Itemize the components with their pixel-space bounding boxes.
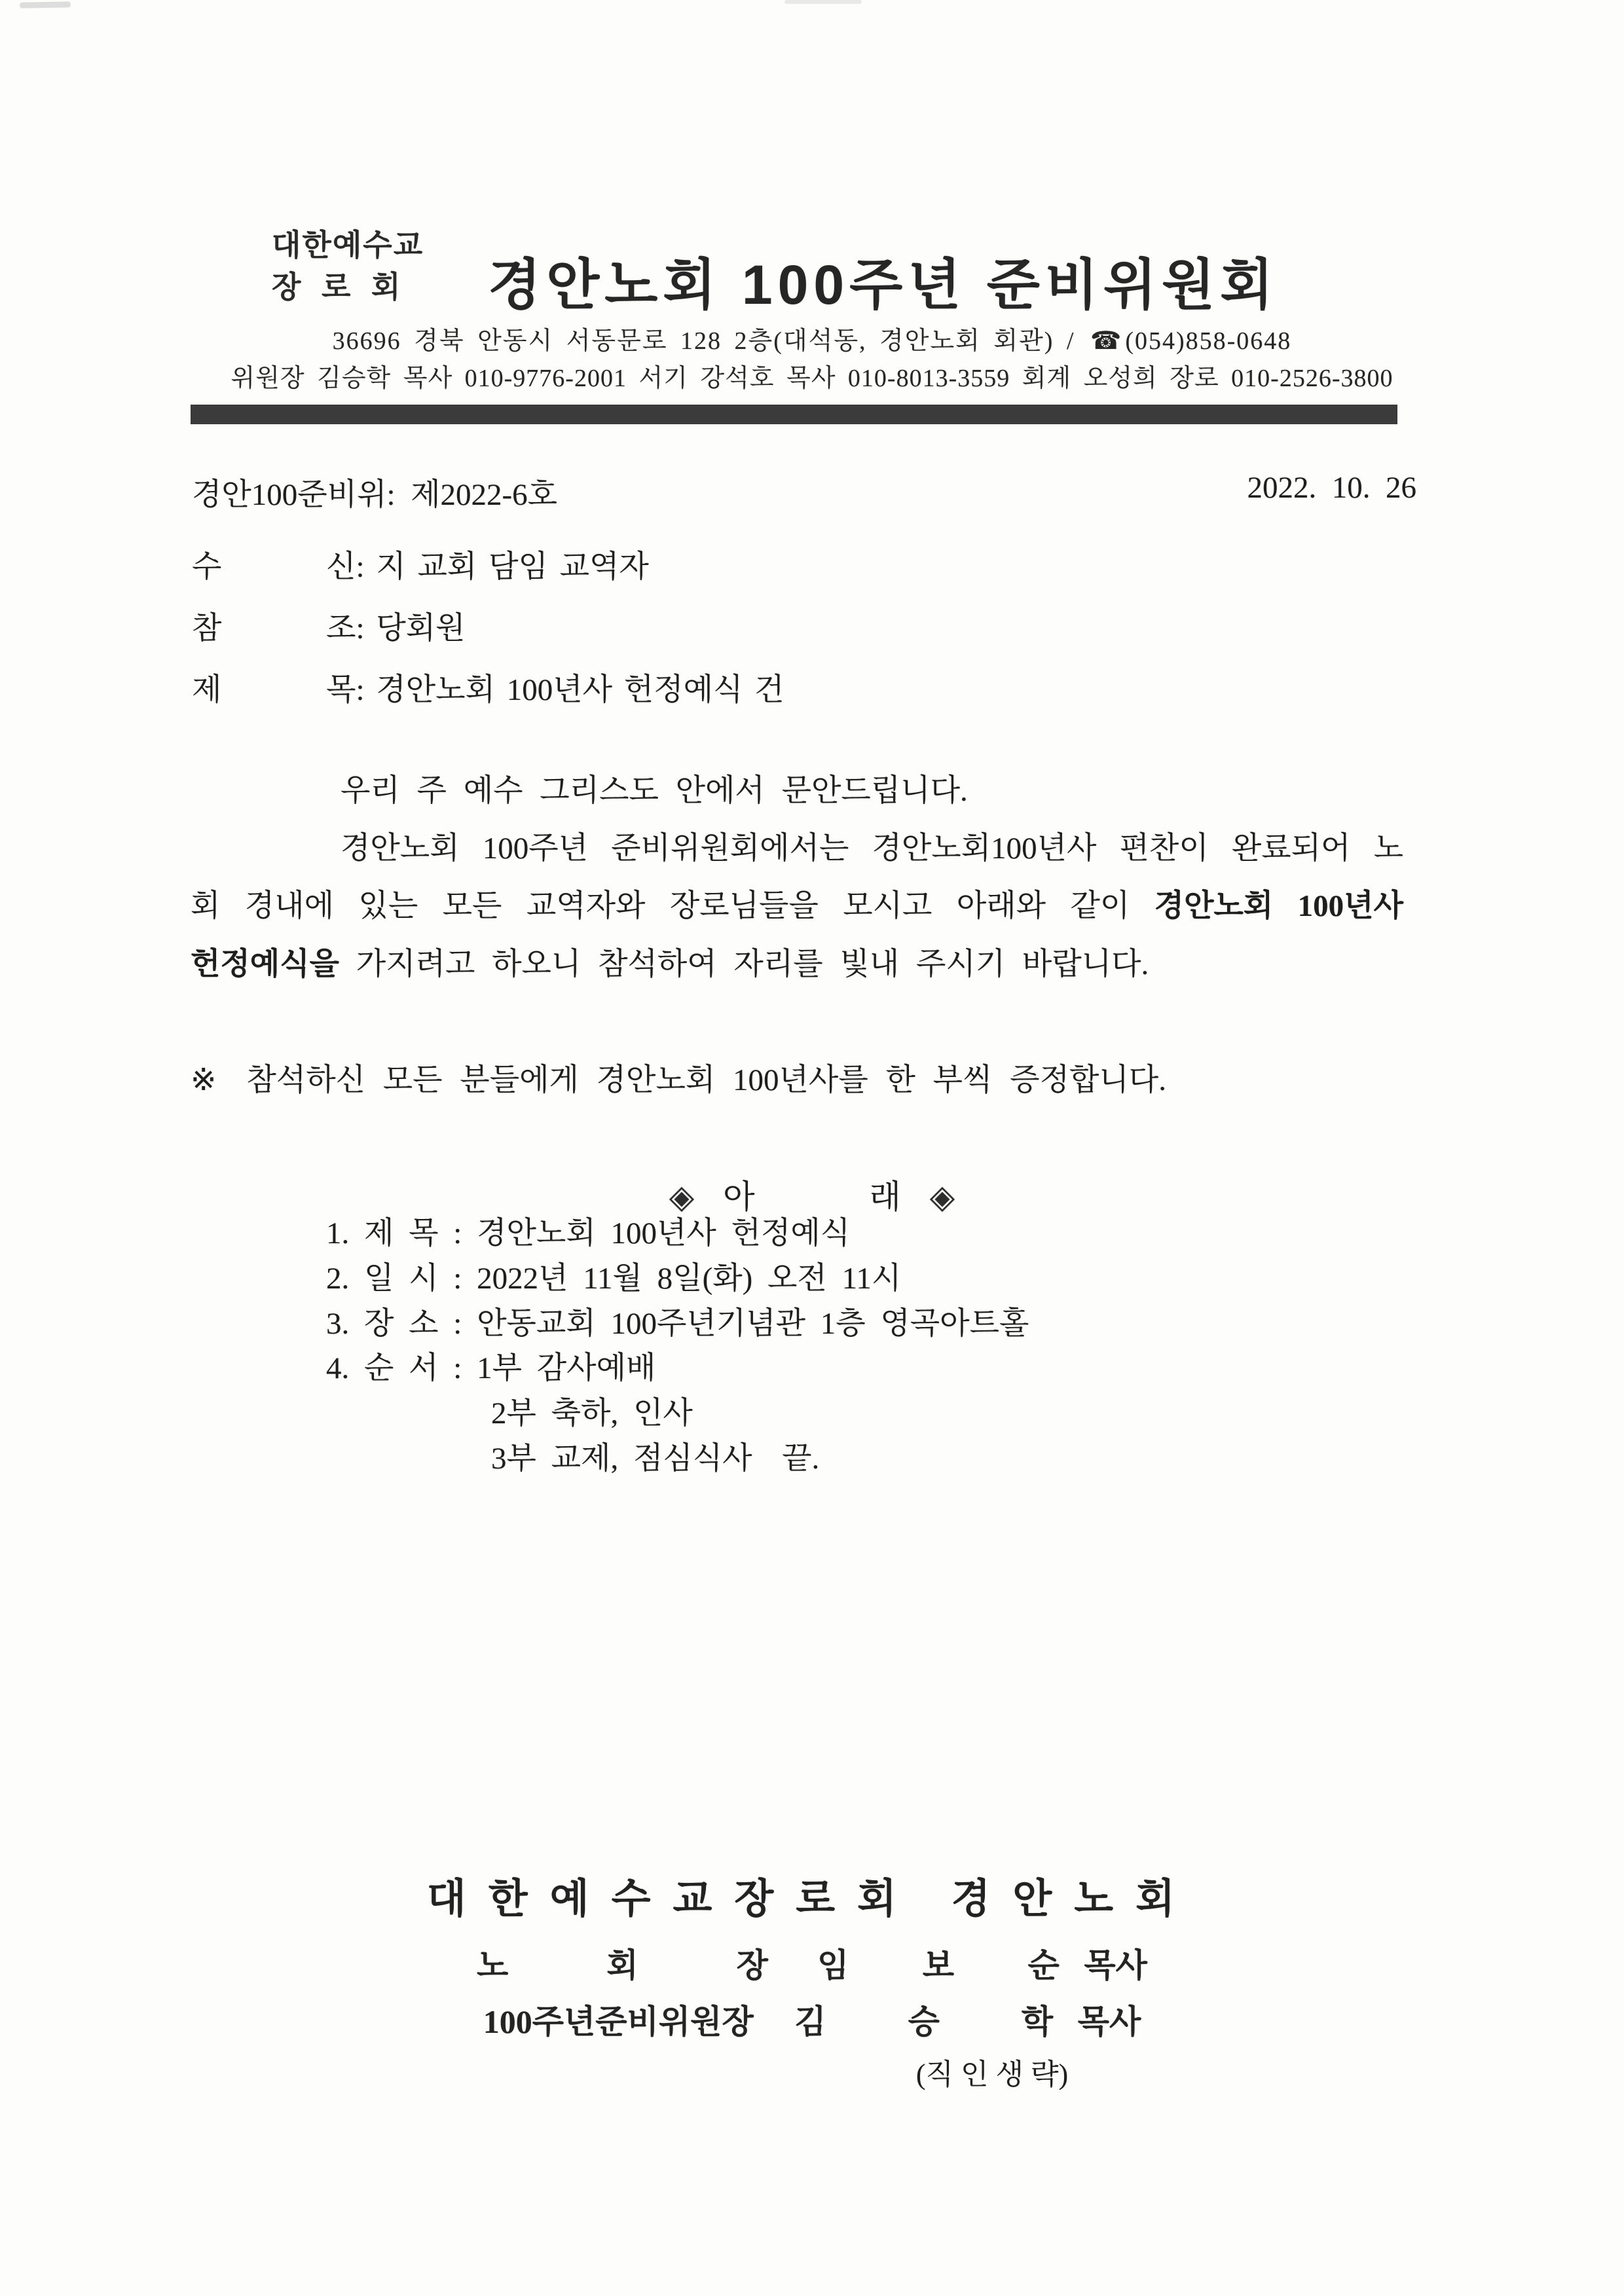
scan-artifact [784, 0, 862, 4]
gift-note-line [191, 1055, 1166, 1099]
contact-line: 위원장 김승학 목사 010-9776-2001 서기 강석호 목사 010-8013-3559 회계 오성희 장로 010-2526-3800 [231, 365, 1393, 392]
subject-line: 제 목: 경안노회 100년사 헌정예식 건 [192, 673, 784, 707]
denomination-line2: 장 로 회 [272, 270, 402, 304]
cc-line: 참 조: 당회원 [192, 611, 466, 646]
address-line [0, 320, 1624, 356]
emphasis-history-title: 경안노회 100년사 [1154, 889, 1403, 923]
body-line-3-text: 가지려고 하오니 참석하여 자리를 빛내 주시기 바랍니다. [339, 947, 1149, 981]
stamp-omitted-note: (직 인 생 략) [915, 2058, 1069, 2090]
denomination-logo [272, 224, 424, 308]
reference-mark-icon: ※ [191, 1063, 217, 1097]
phone-number: (054)858-0648 [1125, 327, 1292, 355]
signature-moderator-line: 노 회 장 임 보 순 목사 [477, 1947, 1147, 1984]
agenda-subitem-part3: 3부 교제, 점심식사 끝. [491, 1442, 820, 1476]
header-divider-rule [191, 405, 1397, 424]
body-line-2-text: 회 경내에 있는 모든 교역자와 장로님들을 모시고 아래와 같이 [191, 889, 1154, 923]
emphasis-ceremony: 헌정예식을 [191, 947, 340, 981]
document-number: 경안100준비위: 제2022-6호 [192, 478, 558, 512]
agenda-item-datetime: 2. 일 시 : 2022년 11월 8일(화) 오전 11시 [326, 1262, 902, 1296]
signature-chair-line: 100주년준비위원장 김 승 학 목사 [483, 2003, 1141, 2040]
agenda-item-title: 1. 제 목 : 경안노회 100년사 헌정예식 [326, 1216, 851, 1250]
body-line-3 [191, 945, 1403, 984]
greeting-line: 우리 주 예수 그리스도 안에서 문안드립니다. [341, 774, 968, 808]
address-text: 36696 경북 안동시 서동문로 128 2층(대석동, 경안노회 회관) / [332, 327, 1088, 355]
telephone-icon: ☎ [1090, 327, 1123, 355]
signature-organization: 대한예수교장로회 경안노회 [426, 1877, 1198, 1922]
body-line-1: 경안노회 100주년 준비위원회에서는 경안노회100년사 편찬이 완료되어 노 [341, 831, 1403, 866]
organization-title: 경안노회 100주년 준비위원회 [488, 254, 1279, 316]
gift-note-text: 참석하신 모든 분들에게 경안노회 100년사를 한 부씩 증정합니다. [246, 1063, 1166, 1097]
agenda-item-place: 3. 장 소 : 안동교회 100주년기념관 1층 영곡아트홀 [326, 1307, 1029, 1341]
document-date: 2022. 10. 26 [1247, 471, 1416, 505]
recipient-line: 수 신: 지 교회 담임 교역자 [192, 550, 649, 584]
document-meta-row [192, 470, 1416, 514]
denomination-line1: 대한예수교 [272, 228, 424, 262]
diamond-icon: ◈ [929, 1178, 955, 1215]
agenda-item-order: 4. 순 서 : 1부 감사예배 [326, 1351, 656, 1385]
diamond-icon: ◈ [669, 1178, 695, 1215]
below-heading-label: 아 래 [723, 1178, 901, 1215]
agenda-subitem-part2: 2부 축하, 인사 [491, 1396, 693, 1430]
scan-artifact [20, 1, 71, 8]
body-line-2 [191, 886, 1403, 926]
